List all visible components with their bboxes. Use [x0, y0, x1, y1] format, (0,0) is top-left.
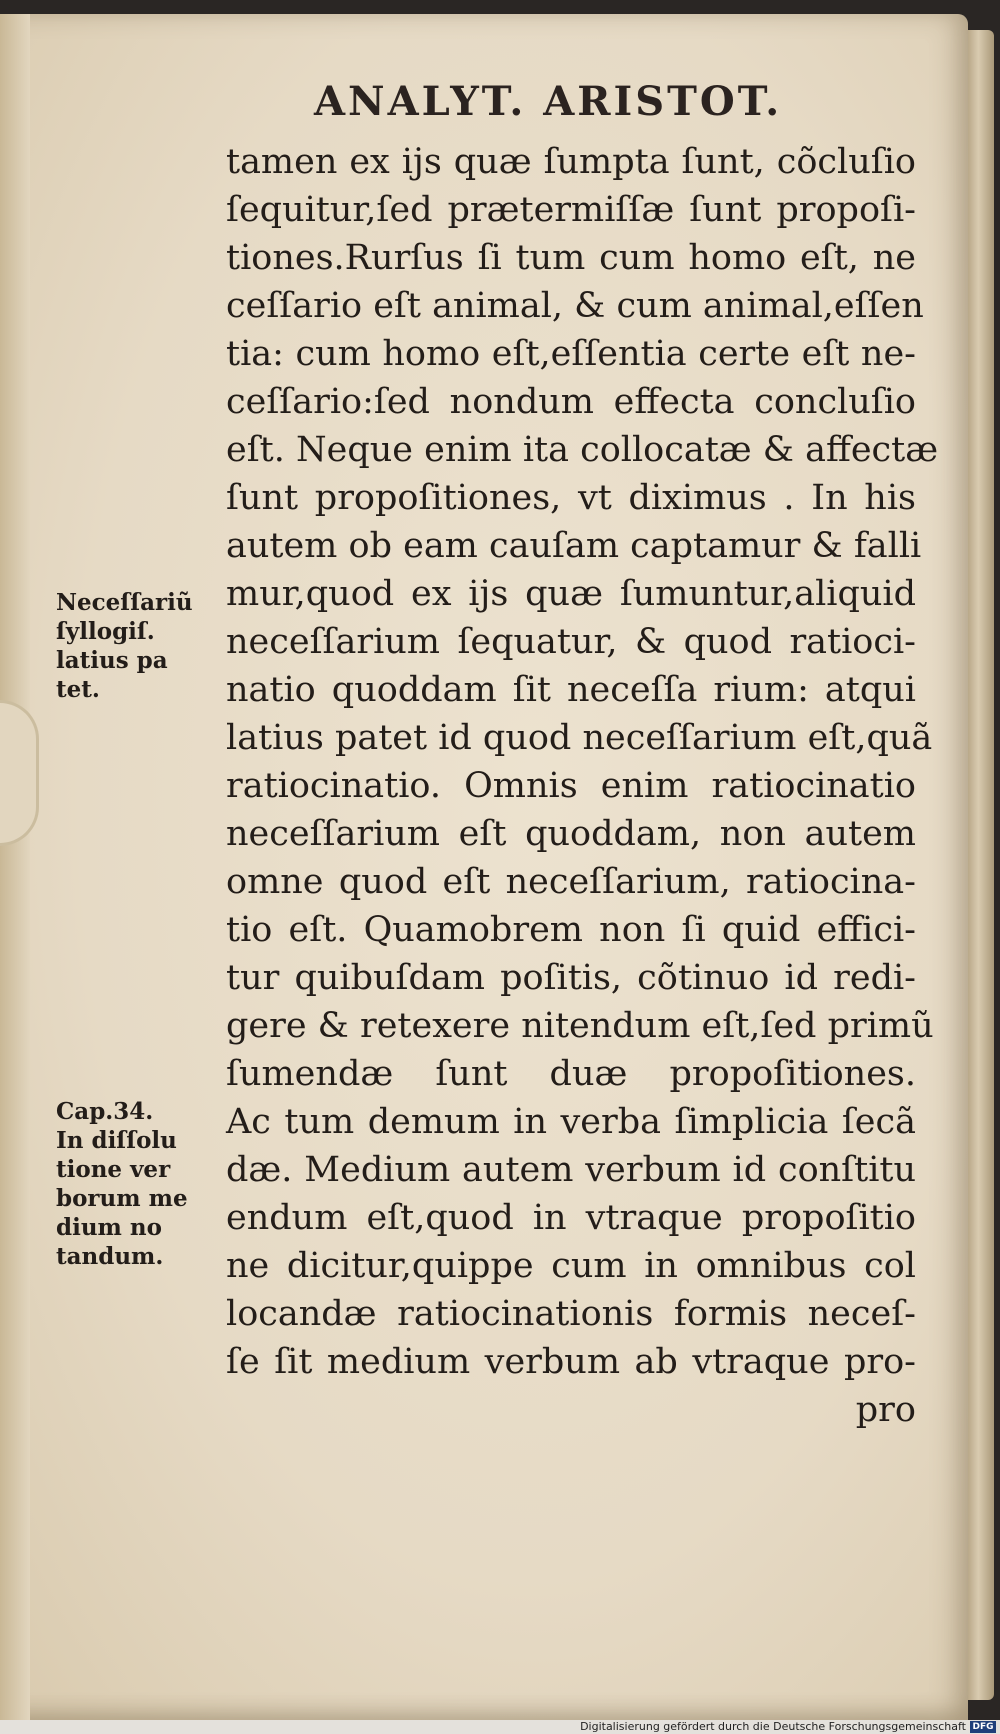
text-line: ne dicitur,quippe cum in omnibus col	[226, 1246, 916, 1286]
margin-note-line: tet.	[56, 676, 100, 703]
text-line: ſequitur,ſed prætermiſſæ ſunt propoſi-	[226, 190, 916, 230]
dfg-logo: DFG	[970, 1721, 996, 1733]
text-line: neceſſarium ſequatur, & quod ratioci-	[226, 622, 916, 662]
text-line: tur quibuſdam poſitis, cõtinuo id redi-	[226, 958, 916, 998]
text-line: ceſſario:ſed nondum effecta concluſio	[226, 382, 916, 422]
text-line: autem ob eam cauſam captamur & falli	[226, 526, 922, 566]
text-line: latius patet id quod neceſſarium eſt,quã	[226, 718, 933, 758]
text-line: tamen ex ijs quæ ſumpta ſunt, cõcluſio	[226, 142, 916, 182]
margin-note-line: borum me	[56, 1185, 188, 1212]
text-line: eſt. Neque enim ita collocatæ & affectæ	[226, 430, 939, 470]
margin-note-necessarium	[56, 588, 193, 704]
margin-note-line: tandum.	[56, 1243, 164, 1270]
text-line: tio eſt. Quamobrem non ſi quid effici-	[226, 910, 916, 950]
text-line: ceſſario eſt animal, & cum animal,eſſen	[226, 286, 924, 326]
margin-note-line: Neceſſariũ	[56, 589, 193, 616]
text-line: ratiocinatio. Omnis enim ratiocinatio	[226, 766, 916, 806]
body-text	[226, 138, 939, 1434]
text-line: pro	[855, 1390, 916, 1430]
text-line: tiones.Rurſus ſi tum cum homo eſt, ne	[226, 238, 916, 278]
footer-bar	[0, 1720, 1000, 1734]
text-line: natio quoddam ſit neceſſa rium: atqui	[226, 670, 916, 710]
margin-note-cap34	[56, 1097, 188, 1271]
text-line: endum eſt,quod in vtraque propoſitio	[226, 1198, 916, 1238]
text-line: gere & retexere nitendum eſt,ſed primũ	[226, 1006, 934, 1046]
margin-note-line: latius pa	[56, 647, 168, 674]
footer-credit: Digitalisierung gefördert durch die Deutsche Forschungsgemeinschaft	[580, 1720, 966, 1733]
running-header: ANALYT. ARISTOT.	[314, 78, 783, 125]
margin-note-line: In diſſolu	[56, 1127, 177, 1154]
margin-note-line: dium no	[56, 1214, 162, 1241]
text-line: tia: cum homo eſt,eſſentia certe eſt ne-	[226, 334, 916, 374]
margin-note-line: tione ver	[56, 1156, 171, 1183]
page-clip	[0, 700, 39, 846]
margin-note-line: Cap.34.	[56, 1098, 154, 1125]
text-line: mur,quod ex ijs quæ ſumuntur,aliquid	[226, 574, 916, 614]
text-line: dæ. Medium autem verbum id conſtitu	[226, 1150, 916, 1190]
text-line: locandæ ratiocinationis formis neceſ-	[226, 1294, 916, 1334]
text-line: Ac tum demum in verba ſimplicia ſecã	[226, 1102, 916, 1142]
page-stack-edge	[968, 30, 994, 1700]
text-line: omne quod eſt neceſſarium, ratiocina-	[226, 862, 916, 902]
text-line: ſe ſit medium verbum ab vtraque pro-	[226, 1342, 916, 1382]
text-line: neceſſarium eſt quoddam, non autem	[226, 814, 916, 854]
text-line: ſunt propoſitiones, vt diximus . In his	[226, 478, 916, 518]
margin-note-line: ſyllogiſ.	[56, 618, 155, 645]
text-line: ſumendæ ſunt duæ propoſitiones.	[226, 1054, 916, 1094]
page-binding-edge	[0, 14, 30, 1720]
